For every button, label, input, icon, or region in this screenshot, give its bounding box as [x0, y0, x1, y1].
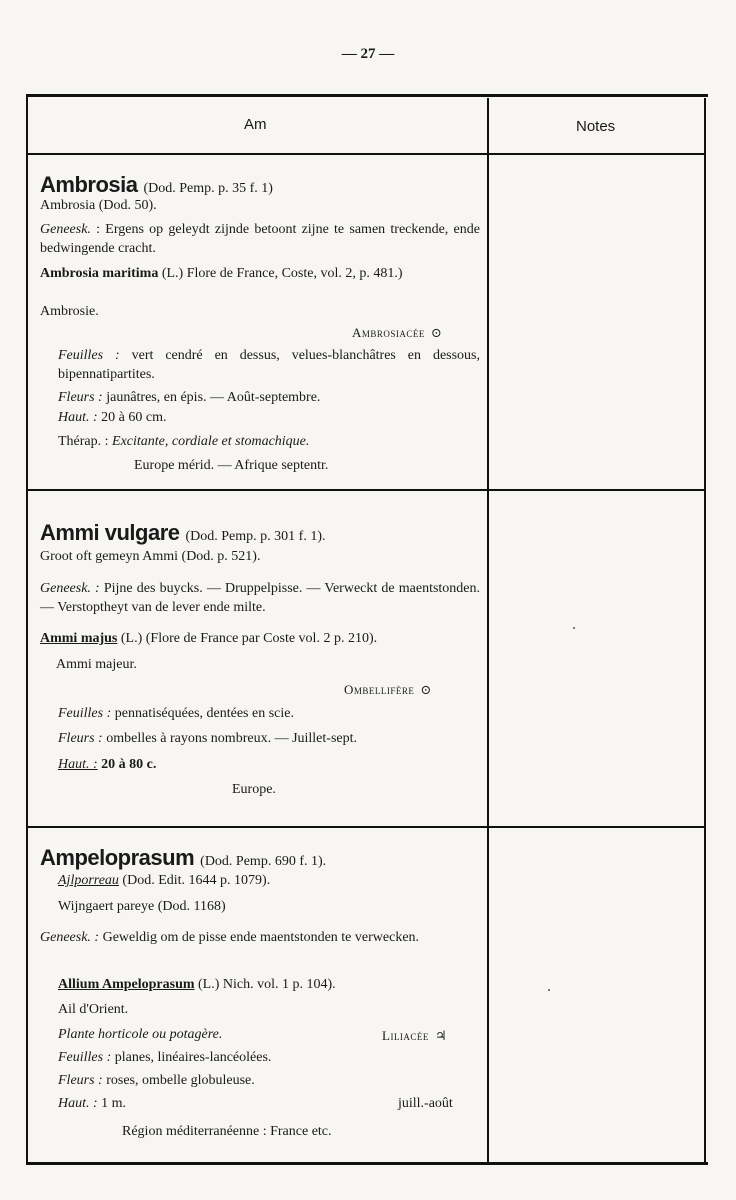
french-name: Ammi majeur.	[56, 657, 137, 672]
fleurs-line	[58, 731, 357, 747]
species-reference: (L.) Nich. vol. 1 p. 104).	[198, 977, 336, 992]
haut-text: 20 à 80 c.	[101, 757, 157, 772]
section-divider-1	[28, 489, 704, 491]
feuilles-paragraph	[58, 346, 480, 384]
therap-label: Thérap. :	[58, 434, 109, 449]
haut-label: Haut. :	[58, 757, 98, 772]
table-right-rule	[704, 98, 706, 1164]
dutch-italic-name: Ajlporreau	[58, 873, 119, 888]
feuilles-text: planes, linéaires-lancéolées.	[114, 1050, 272, 1065]
dodonaeus-name: Ambrosia (Dod. 50).	[40, 198, 157, 213]
genus-heading	[40, 845, 326, 871]
feuilles-label: Feuilles :	[58, 348, 120, 363]
fleurs-line	[58, 1073, 255, 1089]
haut-text: 1 m.	[101, 1096, 127, 1111]
species-name: Ammi majus	[40, 631, 118, 646]
therap-text: Excitante, cordiale et stomachique.	[112, 434, 310, 449]
feuilles-line	[58, 1050, 271, 1066]
feuilles-label: Feuilles :	[58, 1050, 112, 1065]
geneesk-label: Geneesk. :	[40, 930, 100, 945]
haut-line	[58, 1096, 126, 1112]
flowering-period: juill.-août	[398, 1096, 453, 1111]
family-line	[352, 325, 442, 342]
notes-speck	[548, 989, 550, 991]
geneesk-text: Pijne des buycks. — Druppelpisse. — Verweckt de maentstonden. — Verstoptheyt van de lever ende milte.	[40, 581, 481, 615]
geneesk-paragraph	[40, 928, 480, 947]
fleurs-label: Fleurs :	[58, 390, 103, 405]
species-reference: (L.) Flore de France, Coste, vol. 2, p. 481.)	[161, 266, 403, 281]
haut-label: Haut. :	[58, 1096, 98, 1111]
fleurs-text: roses, ombelle globuleuse.	[106, 1073, 255, 1088]
fleurs-label: Fleurs :	[58, 731, 103, 746]
plante-line: Plante horticole ou potagère.	[58, 1027, 223, 1042]
genus-heading	[40, 520, 326, 546]
distribution: Europe mérid. — Afrique septentr.	[134, 458, 329, 473]
species-reference: (L.) (Flore de France par Coste vol. 2 p. 210).	[120, 631, 378, 646]
haut-label: Haut. :	[58, 410, 98, 425]
fleurs-label: Fleurs :	[58, 1073, 103, 1088]
species-name: Allium Ampeloprasum	[58, 977, 195, 992]
dodonaeus-name: Groot oft gemeyn Ammi (Dod. p. 521).	[40, 549, 261, 564]
french-name: Ambrosie.	[40, 304, 99, 319]
dutch-name-line	[58, 873, 270, 889]
genus-reference: (Dod. Pemp. 690 f. 1).	[200, 854, 327, 869]
feuilles-label: Feuilles :	[58, 706, 112, 721]
genus-name: Ambrosia	[40, 172, 138, 197]
haut-line	[58, 757, 156, 773]
haut-text: 20 à 60 cm.	[101, 410, 167, 425]
geneesk-paragraph	[40, 579, 480, 617]
family-line	[382, 1028, 447, 1045]
header-bottom-rule	[28, 153, 704, 155]
geneesk-text: : Ergens op geleydt zijnde betoont zijne te samen treckende, ende bedwingende cracht.	[40, 222, 480, 256]
geneesk-label: Geneesk. :	[40, 581, 100, 596]
page-number: — 27 —	[341, 46, 395, 62]
section-divider-2	[28, 826, 704, 828]
species-paragraph	[40, 264, 480, 283]
table-bottom-rule	[26, 1162, 708, 1165]
species-name: Ambrosia maritima	[40, 266, 159, 281]
family-name: Ombellifère	[344, 682, 415, 697]
family-name: Ambrosiacée	[352, 325, 425, 340]
feuilles-line	[58, 706, 294, 722]
fleurs-text: ombelles à rayons nombreux. — Juillet-sept.	[106, 731, 358, 746]
species-line	[40, 631, 377, 647]
geneesk-label: Geneesk.	[40, 222, 91, 237]
table-top-rule	[26, 94, 708, 97]
dutch-italic-reference: (Dod. Edit. 1644 p. 1079).	[122, 873, 271, 888]
annual-symbol-icon: ⊙	[430, 325, 442, 340]
french-name: Ail d'Orient.	[58, 1002, 129, 1017]
genus-name: Ammi vulgare	[40, 520, 180, 545]
distribution: Europe.	[232, 782, 276, 797]
family-name: Liliacée	[382, 1028, 429, 1043]
column-header-notes: Notes	[576, 118, 616, 135]
notes-speck	[573, 627, 575, 629]
fleurs-text: jaunâtres, en épis. — Août-septembre.	[106, 390, 321, 405]
fleurs-line	[58, 390, 320, 406]
haut-line	[58, 410, 167, 426]
feuilles-text: pennatiséquées, dentées en scie.	[114, 706, 294, 721]
column-divider	[487, 98, 489, 1164]
genus-reference: (Dod. Pemp. p. 301 f. 1).	[185, 529, 326, 544]
distribution: Région méditerranéenne : France etc.	[122, 1124, 332, 1139]
feuilles-text: vert cendré en dessus, velues-blanchâtres en dessous, bipennatipartites.	[58, 348, 481, 382]
species-line	[58, 977, 336, 993]
genus-name: Ampeloprasum	[40, 845, 195, 870]
geneesk-paragraph	[40, 220, 480, 258]
table-left-rule	[26, 94, 28, 1164]
geneesk-text: Geweldig om de pisse ende maentstonden te verwecken.	[102, 930, 420, 945]
family-line	[344, 682, 431, 699]
column-header-main: Am	[244, 116, 267, 133]
dodonaeus-name: Wijngaert pareye (Dod. 1168)	[58, 899, 226, 914]
genus-reference: (Dod. Pemp. p. 35 f. 1)	[143, 181, 273, 196]
genus-heading	[40, 172, 273, 198]
perennial-symbol-icon: ♃	[434, 1028, 447, 1043]
therap-line	[58, 434, 309, 450]
annual-symbol-icon: ⊙	[420, 682, 432, 697]
